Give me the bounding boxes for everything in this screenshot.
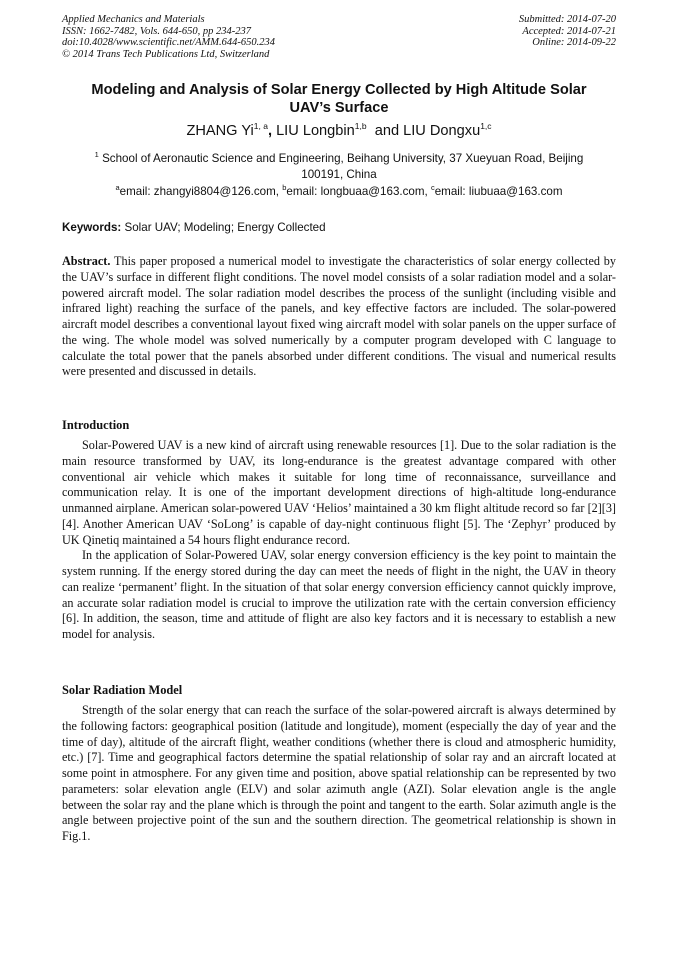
email-mark: c [430, 183, 435, 192]
solar-radiation-model-heading: Solar Radiation Model [62, 683, 183, 697]
author-separator: and [366, 123, 404, 139]
author-affiliation-mark: 1,b [354, 121, 367, 131]
publication-info [62, 14, 275, 60]
affiliation-line-1: School of Aeronautic Science and Engineering, Beihang University, 37 Xueyuan Road, Beijing [102, 152, 584, 165]
journal-name: Applied Mechanics and Materials [62, 14, 205, 25]
solar-radiation-model-body [62, 703, 616, 845]
online-date: Online: 2014-09-22 [532, 37, 616, 48]
keywords [62, 220, 616, 235]
author-name: ZHANG Yi [186, 123, 254, 139]
paragraph: Strength of the solar energy that can reach the surface of the solar-powered aircraft is always determined by the following factors: geographical position (latitude and longitude), moment (especially the day of year and the time of day), altitude of the aircraft flight, weather conditions (whether there is cloud and atmospheric humidity, etc.) [7]. Time and geographical factors determine the spatial relationship of solar ray and an aircraft located at some point in atmosphere. For any given time and position, above spatial relationship can be represented by two parameters: solar elevation angle (ELV) and solar azimuth angle (AZI). Solar elevation angle is the angle between the solar ray and the plane which is through the point and tangent to the earth. Solar azimuth angle is the angle between projective point of the sun and the southern direction. The geometrical relationship is shown in Fig.1. [62, 703, 616, 843]
paragraph: Solar-Powered UAV is a new kind of aircraft using renewable resources [1]. Due to the solar radiation is the main resource transformed by UAV, its long-endurance is the greatest advantage compared with other conventional air vehicle which makes it suitable for long time of reconnaissance, surveillance and communication relay. It is one of the important development directions of high-altitude long-endurance unmanned airplane. American solar-powered UAV ‘Helios’ maintained a 30 km flight altitude record so far [2][3][4]. Another American UAV ‘SoLong’ is capable of day-night continuous flight [5]. The ‘Zephyr’ produced by UK Qinetiq maintained a 54 hours flight endurance record. [62, 438, 616, 547]
issn-line: ISSN: 1662-7482, Vols. 644-650, pp 234-237 [62, 25, 251, 37]
author-name: LIU Dongxu [403, 123, 481, 139]
submitted-date: Submitted: 2014-07-20 [518, 14, 616, 25]
email-mark: a [115, 183, 120, 192]
introduction-heading: Introduction [62, 418, 130, 432]
doi-line: doi:10.4028/www.scientific.net/AMM.644-650.234 [62, 37, 275, 48]
author-list [60, 122, 618, 140]
author-emails [62, 184, 616, 199]
title-line-2: UAV’s Surface [289, 100, 389, 116]
author-affiliation-mark: 1,c [480, 121, 492, 131]
email-address: email: liubuaa@163.com [434, 185, 563, 198]
paper-title [60, 81, 618, 117]
email-address: email: longbuaa@163.com, [286, 185, 431, 198]
paragraph: In the application of Solar-Powered UAV, solar energy conversion efficiency is the key point to maintain the system running. If the energy stored during the day can meet the needs of flight in the night, the UAV in theory can realize ‘permanent’ flight. In the situation of that solar energy conversion efficiency cannot quickly improve, an accurate solar radiation model is crucial to improve the utilization rate with the certain conversion efficiency [6]. In addition, the season, time and attitude of flight are also key factors and it is necessary to establish a new model for analysis. [62, 548, 616, 641]
author-name: LIU Longbin [276, 123, 355, 139]
email-address: email: zhangyi8804@126.com, [119, 185, 283, 198]
publication-dates [519, 14, 616, 49]
keywords-text: Solar UAV; Modeling; Energy Collected [121, 221, 326, 234]
abstract-text: This paper proposed a numerical model to investigate the characteristics of solar energy collected by the UAV’s surface in different flight conditions. The novel model consists of a solar radiation model and a solar-powered aircraft model. The solar radiation model describes the process of the sunlight (including visible and infrared light) reaching the surface of the panels, and key effective factors are included. The solar-powered aircraft model describes a conventional layout fixed wing aircraft model with solar panels on the upper surface of the wing. The whole model was solved numerically by a computer program developed with C language to calculate the total power that the panels absorbed under different conditions. The visual and numerical results were presented and discussed in details. [62, 254, 616, 379]
affiliation-line-2: 100191, China [301, 168, 377, 181]
email-mark: b [282, 183, 287, 192]
copyright-line: © 2014 Trans Tech Publications Ltd, Switzerland [62, 48, 270, 60]
keywords-label: Keywords: [62, 221, 122, 234]
abstract-label: Abstract. [62, 254, 111, 268]
introduction-body [62, 438, 616, 643]
affiliation [62, 151, 616, 183]
author-affiliation-mark: 1, a [253, 121, 268, 131]
affiliation-mark: 1 [94, 150, 99, 159]
abstract [62, 254, 616, 380]
author-separator: , [267, 123, 277, 139]
title-line-1: Modeling and Analysis of Solar Energy Collected by High Altitude Solar [91, 82, 587, 98]
accepted-date: Accepted: 2014-07-21 [522, 25, 616, 37]
